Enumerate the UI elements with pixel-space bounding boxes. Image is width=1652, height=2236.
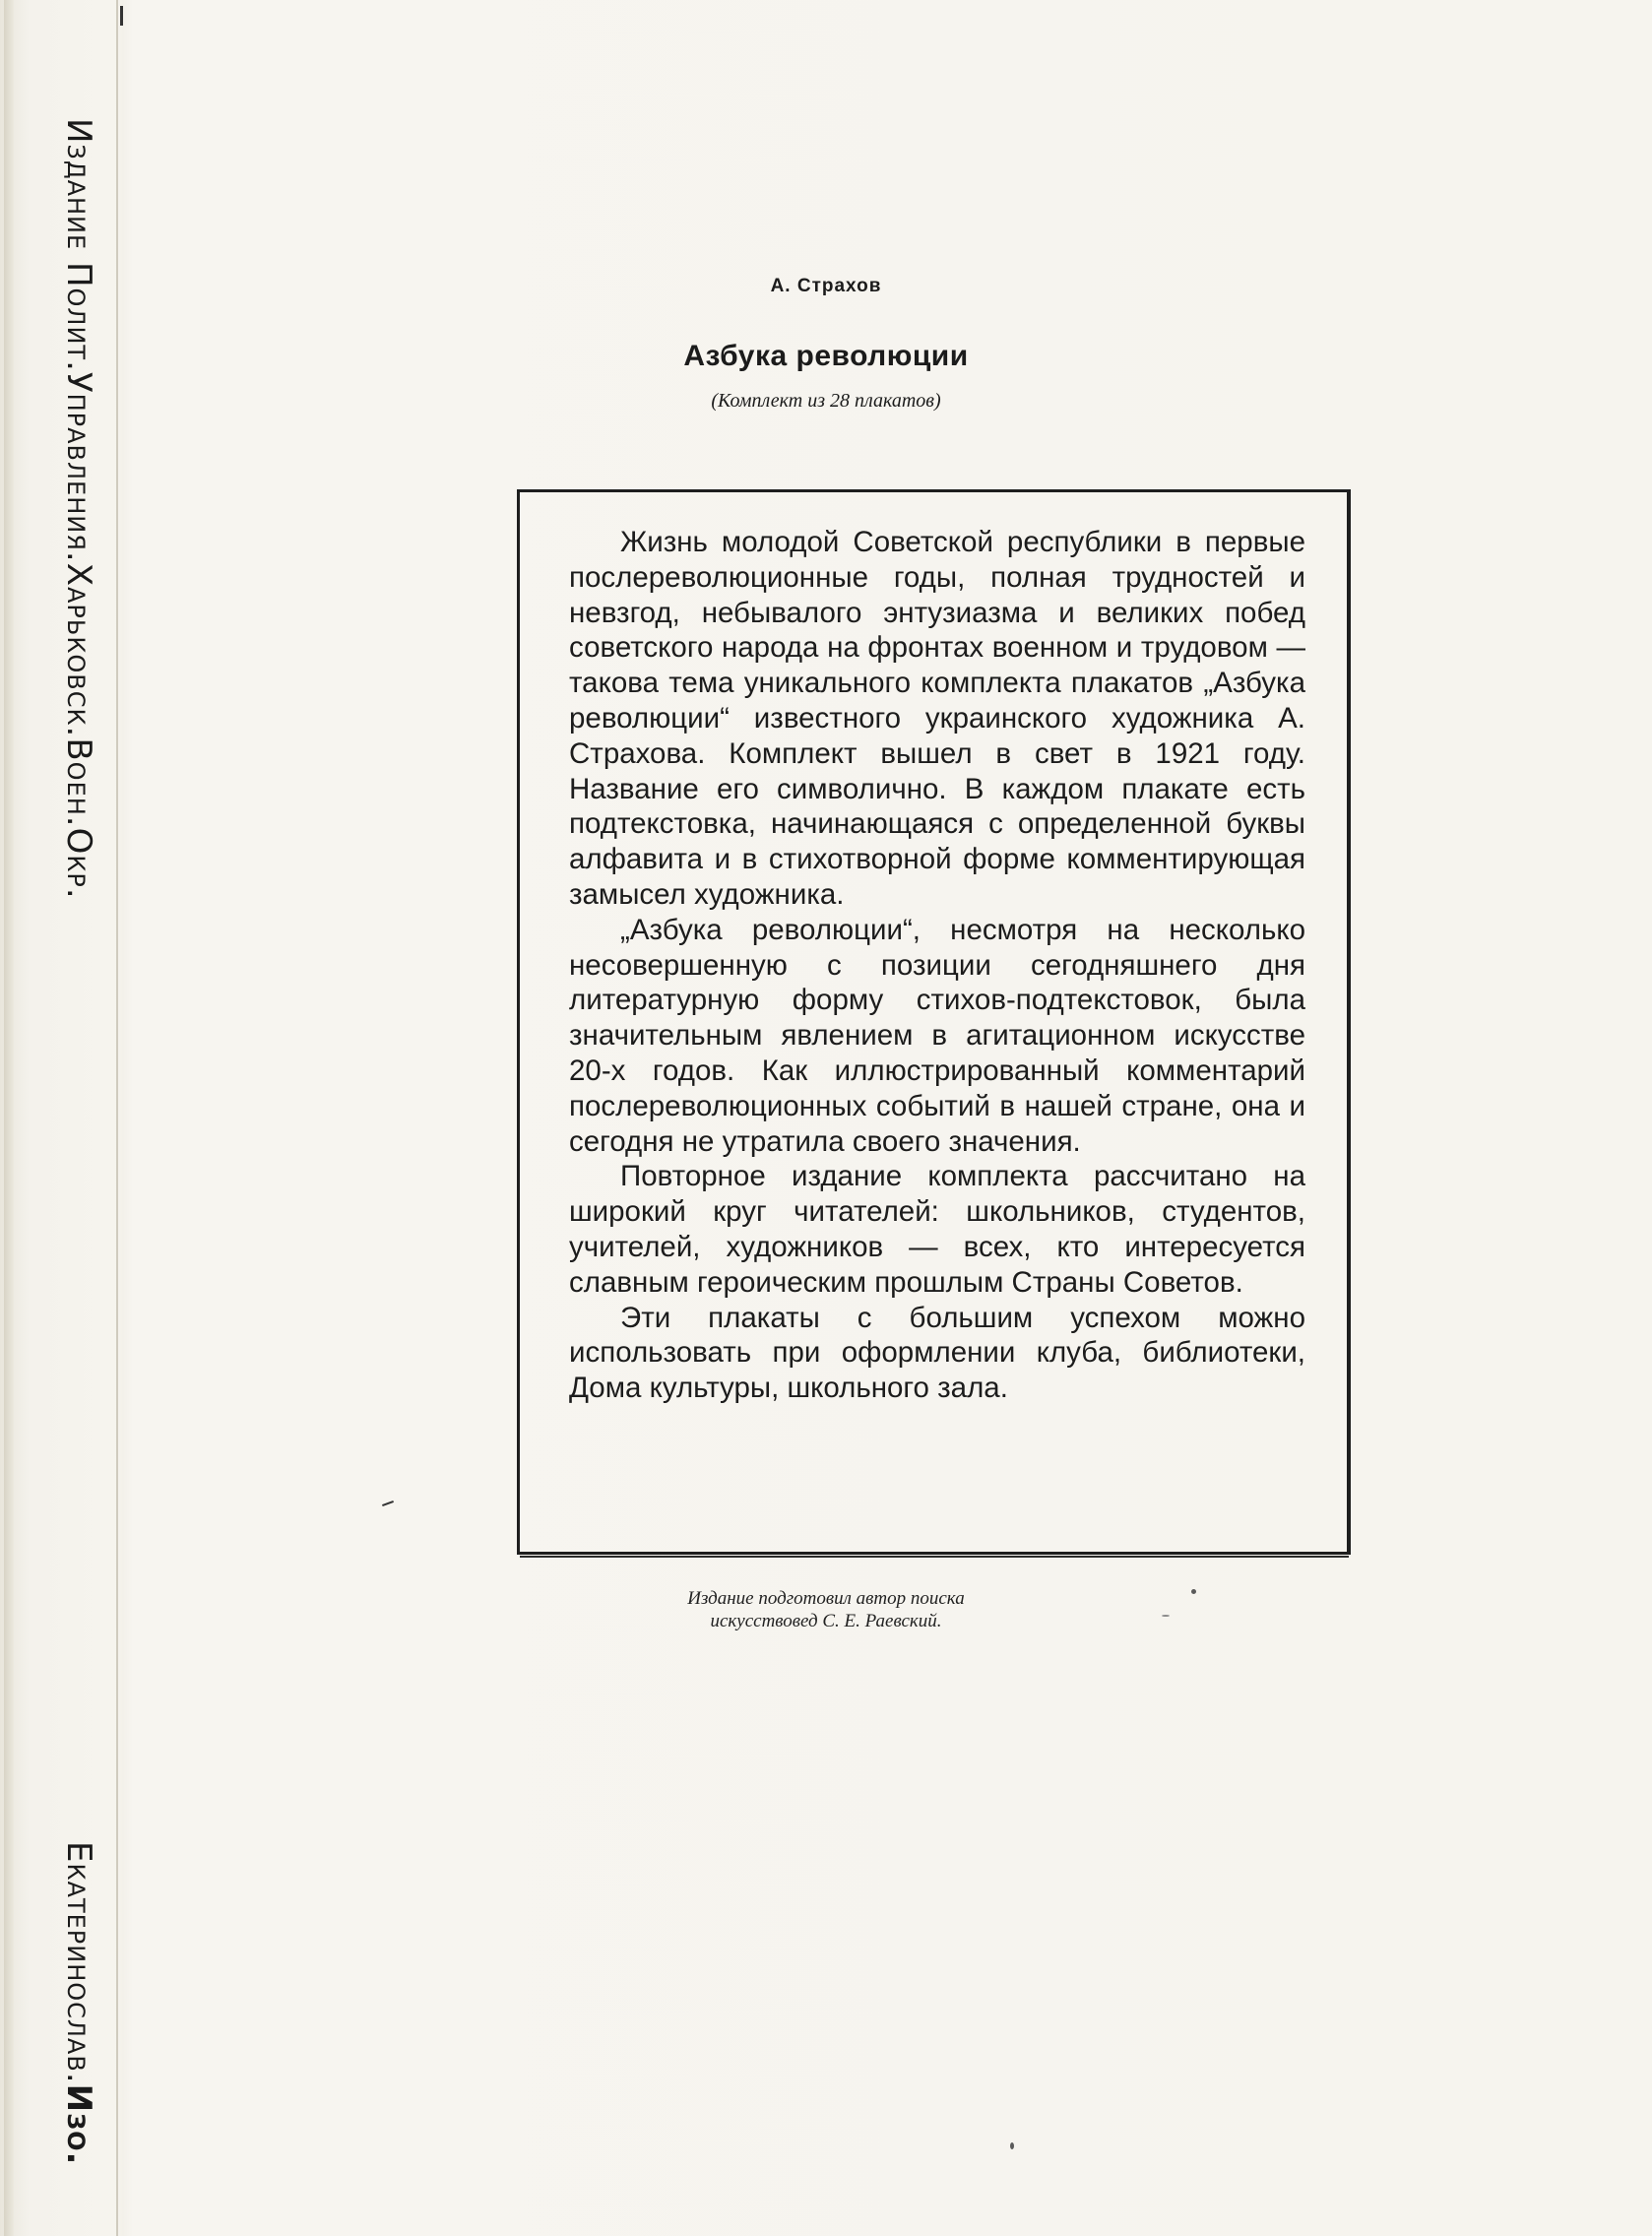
corner-tick-mark <box>120 6 123 26</box>
spine-fold <box>4 0 14 2236</box>
margin-dash-mark <box>382 1501 394 1506</box>
document-title: Азбука революции <box>683 340 969 372</box>
paper-speck <box>1191 1589 1196 1594</box>
paper-speck <box>1162 1615 1170 1617</box>
paper-speck <box>1010 2142 1014 2149</box>
paragraph: Повторное издание комплекта рассчитано на широкий круг читателей: школьников, студентов, учителей, художников — всех, кто интересуется славным героическим прошлым Страны Советов. <box>569 1160 1305 1299</box>
annotation-text <box>569 525 1305 1406</box>
author-name: А. Страхов <box>770 276 882 296</box>
spine-city-text <box>39 1841 98 2165</box>
paragraph: Эти плакаты с большим успехом можно использовать при оформлении клуба, библиотеки, Дома культуры, школьного зала. <box>569 1301 1305 1405</box>
spine-city-bold: Изо. <box>59 2083 98 2166</box>
edition-credit <box>0 1587 1652 1632</box>
credit-line: искусствовед С. Е. Раевский. <box>710 1611 942 1631</box>
paragraph: „Азбука революции“, несмотря на несколько несовершенную с позиции сегодняшнего дня литературную форму стихов-подтекстовок, была значительным явлением в агитационном искусстве 20-х годов. Как иллюстрированный комментарий послереволюционных событий в нашей стране, она и сегодня не утратила своего значения. <box>569 913 1305 1158</box>
book-spine <box>0 0 118 2236</box>
spine-publisher-text: Издание Полит.Управления.Харьковск.Воен.Окр. <box>59 118 98 900</box>
paragraph: Жизнь молодой Советской республики в первые послереволюционные годы, полная трудностей и невзгод, небывалого энтузиазма и великих побед советского народа на фронтах военном и трудовом — такова тема уникального комплекта плакатов „Азбука революции“ известного украинского художника А. Страхова. Комплект вышел в свет в 1921 году. Название его символично. В каждом плакате есть подтекстовка, начинающаяся с определенной буквы алфавита и в стихотворной форме комментирующая замысел художника. <box>569 526 1305 911</box>
frame-bottom-rule <box>520 1556 1349 1558</box>
spine-city-plain: Екатеринослав. <box>59 1841 98 2084</box>
credit-line: Издание подготовил автор поиска <box>687 1588 965 1609</box>
document-subtitle: (Комплект из 28 плакатов) <box>711 390 941 412</box>
